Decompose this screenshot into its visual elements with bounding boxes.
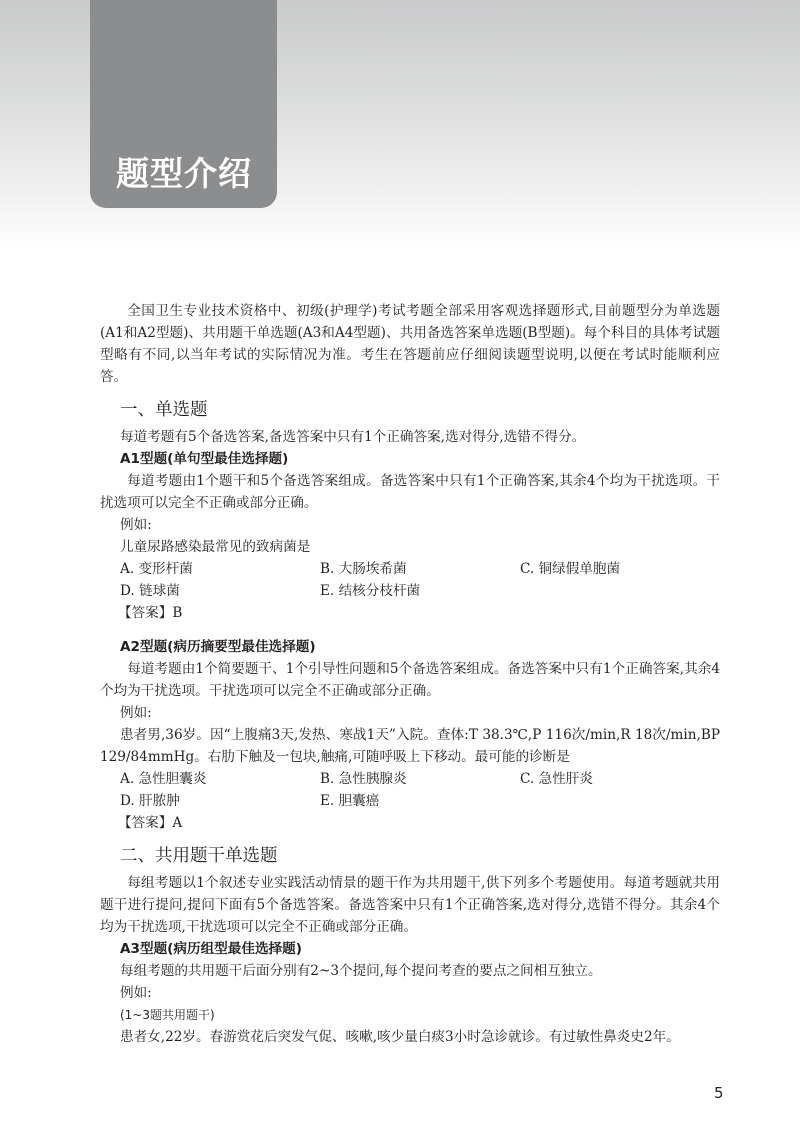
a2-stem: 患者男,36岁。因“上腹痛3天,发热、寒战1天”入院。查体:T 38.3℃,P 116次/min,R 18次/min,BP 129/84mmHg。右肋下触及一包块,触痛,可随呼吸上下移动。最可能的诊断是 (100, 727, 720, 765)
section-heading-shared-stem: 二、共用题干单选题 (120, 846, 278, 866)
a1-stem: 儿童尿路感染最常见的致病菌是 (120, 539, 311, 555)
section2-desc: 每组考题以1个叙述专业实践活动情景的题干作为共用题干,供下列多个考题使用。每道考题就共用题干进行提问,提问下面有5个备选答案。备选答案中只有1个正确答案,选对得分,选错不得分。其余4个均为干扰选项,干扰选项可以完全不正确或部分正确。 (100, 875, 720, 935)
option-item: C. 急性肝炎 (520, 771, 593, 787)
option-item: A. 变形杆菌 (120, 561, 193, 577)
option-item: A. 急性胆囊炎 (120, 771, 207, 787)
option-item: D. 肝脓肿 (120, 793, 180, 809)
section-heading-single: 一、单选题 (120, 400, 208, 420)
a1-desc: 每道考题由1个题干和5个备选答案组成。备选答案中只有1个正确答案,其余4个均为干扰选项。干扰选项可以完全不正确或部分正确。 (100, 473, 720, 511)
subheading-a1: A1型题(单句型最佳选择题) (120, 451, 289, 467)
option-item: E. 胆囊癌 (320, 793, 380, 809)
a3-group-label: (1~3题共用题干) (120, 1008, 215, 1022)
section-desc-single: 每道考题有5个备选答案,备选答案中只有1个正确答案,选对得分,选错不得分。 (120, 429, 586, 445)
a2-example-label: 例如: (120, 705, 152, 721)
option-item: B. 急性胰腺炎 (320, 771, 407, 787)
option-item: E. 结核分枝杆菌 (320, 583, 421, 599)
a2-options (120, 768, 720, 812)
content (100, 300, 720, 1048)
option-item: C. 铜绿假单胞菌 (520, 561, 621, 577)
subheading-a2: A2型题(病历摘要型最佳选择题) (120, 639, 316, 655)
a3-stem: 患者女,22岁。春游赏花后突发气促、咳嗽,咳少量白痰3小时急诊就诊。有过敏性鼻炎史2年。 (120, 1029, 680, 1045)
a1-answer: 【答案】B (118, 605, 183, 621)
subheading-a3: A3型题(病历组型最佳选择题) (120, 941, 302, 957)
a3-desc: 每组考题的共用题干后面分别有2~3个提问,每个提问考查的要点之间相互独立。 (120, 963, 602, 979)
page-title: 题型介绍 (116, 154, 252, 193)
a1-options (120, 558, 720, 602)
a2-desc: 每道考题由1个简要题干、1个引导性问题和5个备选答案组成。备选答案中只有1个正确答案,其余4个均为干扰选项。干扰选项可以完全不正确或部分正确。 (100, 661, 720, 699)
a1-example-label: 例如: (120, 517, 152, 533)
a3-example-label: 例如: (120, 985, 152, 1001)
a2-answer: 【答案】A (118, 815, 183, 831)
option-item: B. 大肠埃希菌 (320, 561, 407, 577)
intro-paragraph: 全国卫生专业技术资格中、初级(护理学)考试考题全部采用客观选择题形式,目前题型分为单选题(A1和A2型题)、共用题干单选题(A3和A4型题)、共用备选答案单选题(B型题)。每个科目的具体考试题型略有不同,以当年考试的实际情况为准。考生在答题前应仔细阅读题型说明,以便在考试时能顺利应答。 (100, 303, 720, 385)
option-item: D. 链球菌 (120, 583, 180, 599)
page-number: 5 (714, 1084, 724, 1102)
